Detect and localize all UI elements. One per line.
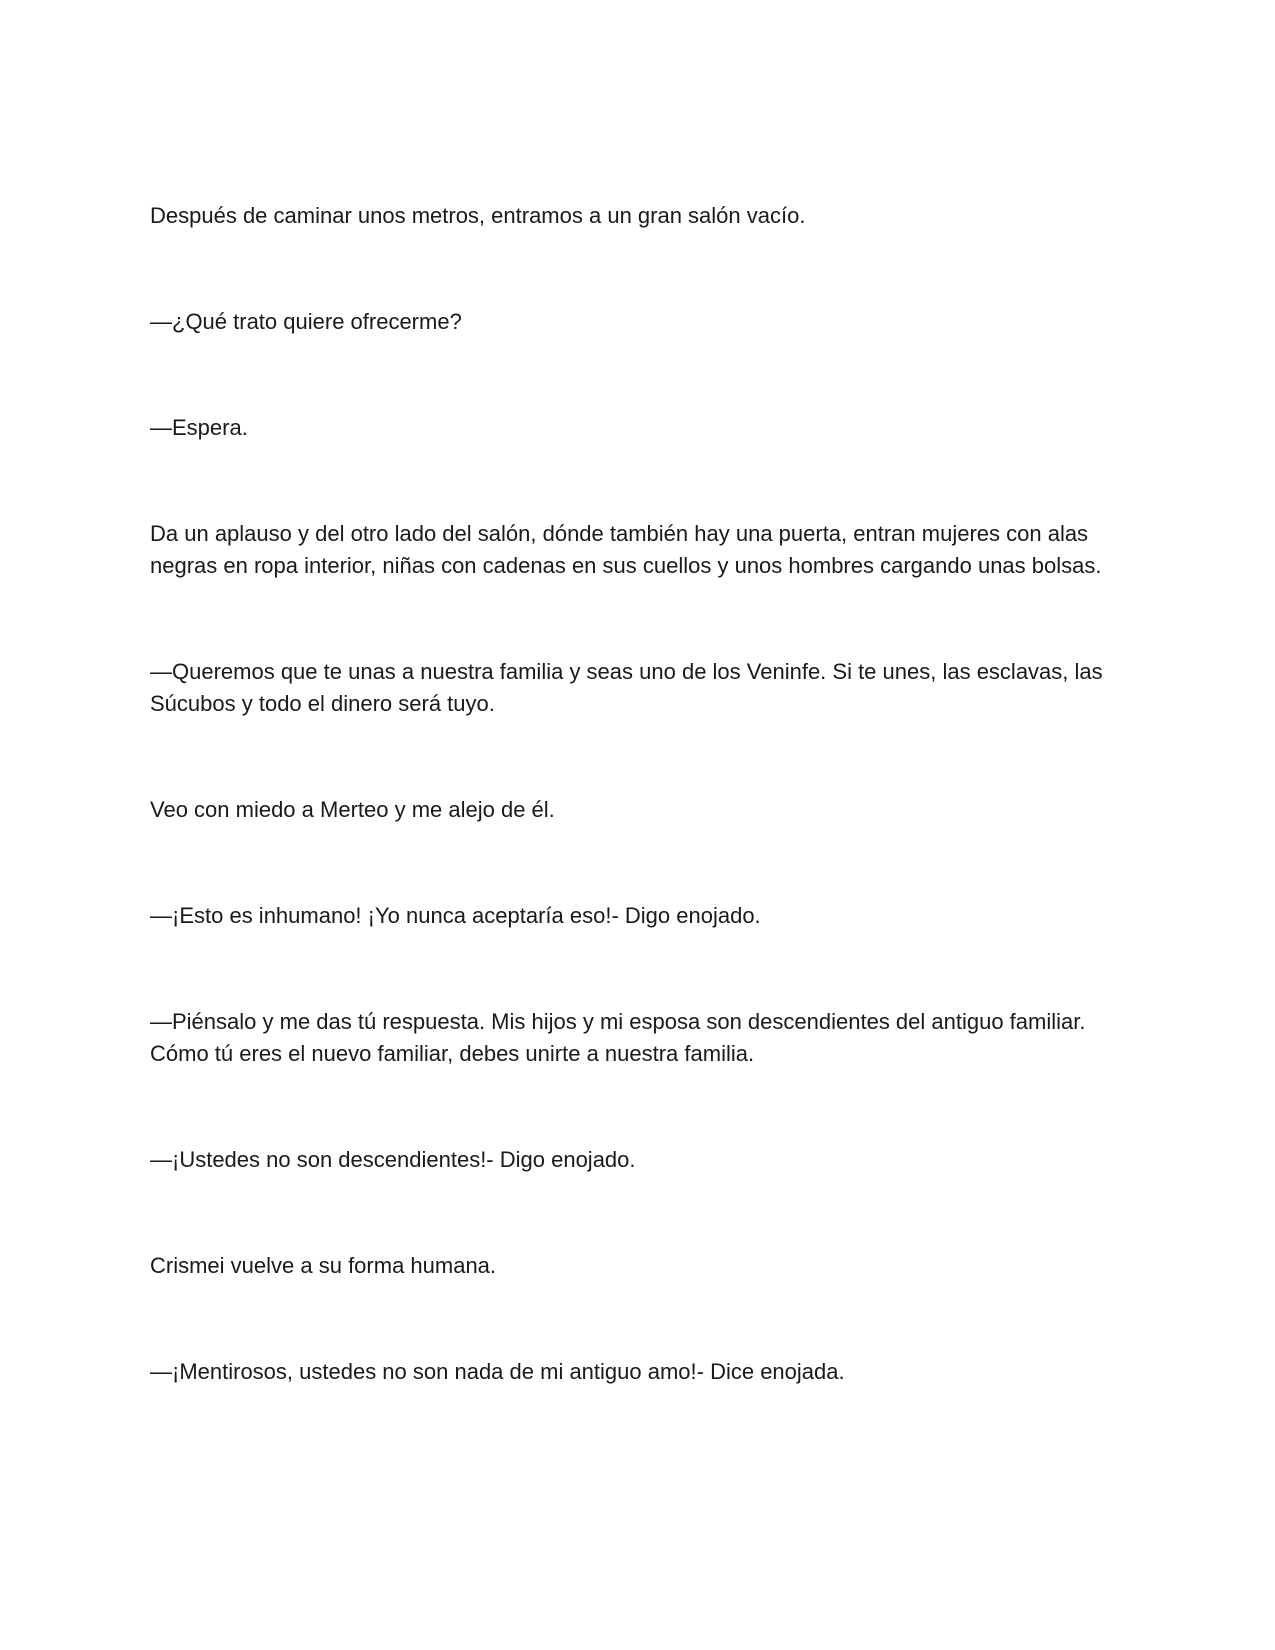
paragraph: —¡Mentirosos, ustedes no son nada de mi antiguo amo!- Dice enojada.	[150, 1359, 845, 1384]
paragraph: —Espera.	[150, 415, 248, 440]
page-body	[150, 200, 1140, 1388]
paragraph: Veo con miedo a Merteo y me alejo de él.	[150, 797, 555, 822]
paragraph: Crismei vuelve a su forma humana.	[150, 1253, 497, 1278]
paragraph: —¿Qué trato quiere ofrecerme?	[150, 309, 462, 334]
paragraph: —¡Esto es inhumano! ¡Yo nunca aceptaría eso!- Digo enojado.	[150, 903, 761, 928]
paragraph: —¡Ustedes no son descendientes!- Digo enojado.	[150, 1147, 636, 1172]
paragraph: Da un aplauso y del otro lado del salón, dónde también hay una puerta, entran mujeres con alas negras en ropa interior, niñas con cadenas en sus cuellos y unos hombres cargando unas bolsas.	[150, 521, 1102, 578]
paragraph: Después de caminar unos metros, entramos a un gran salón vacío.	[150, 203, 806, 228]
paragraph: —Piénsalo y me das tú respuesta. Mis hijos y mi esposa son descendientes del antiguo familiar. Cómo tú eres el nuevo familiar, debes unirte a nuestra familia.	[150, 1009, 1086, 1066]
paragraph: —Queremos que te unas a nuestra familia y seas uno de los Veninfe. Si te unes, las esclavas, las Súcubos y todo el dinero será tuyo.	[150, 659, 1103, 716]
